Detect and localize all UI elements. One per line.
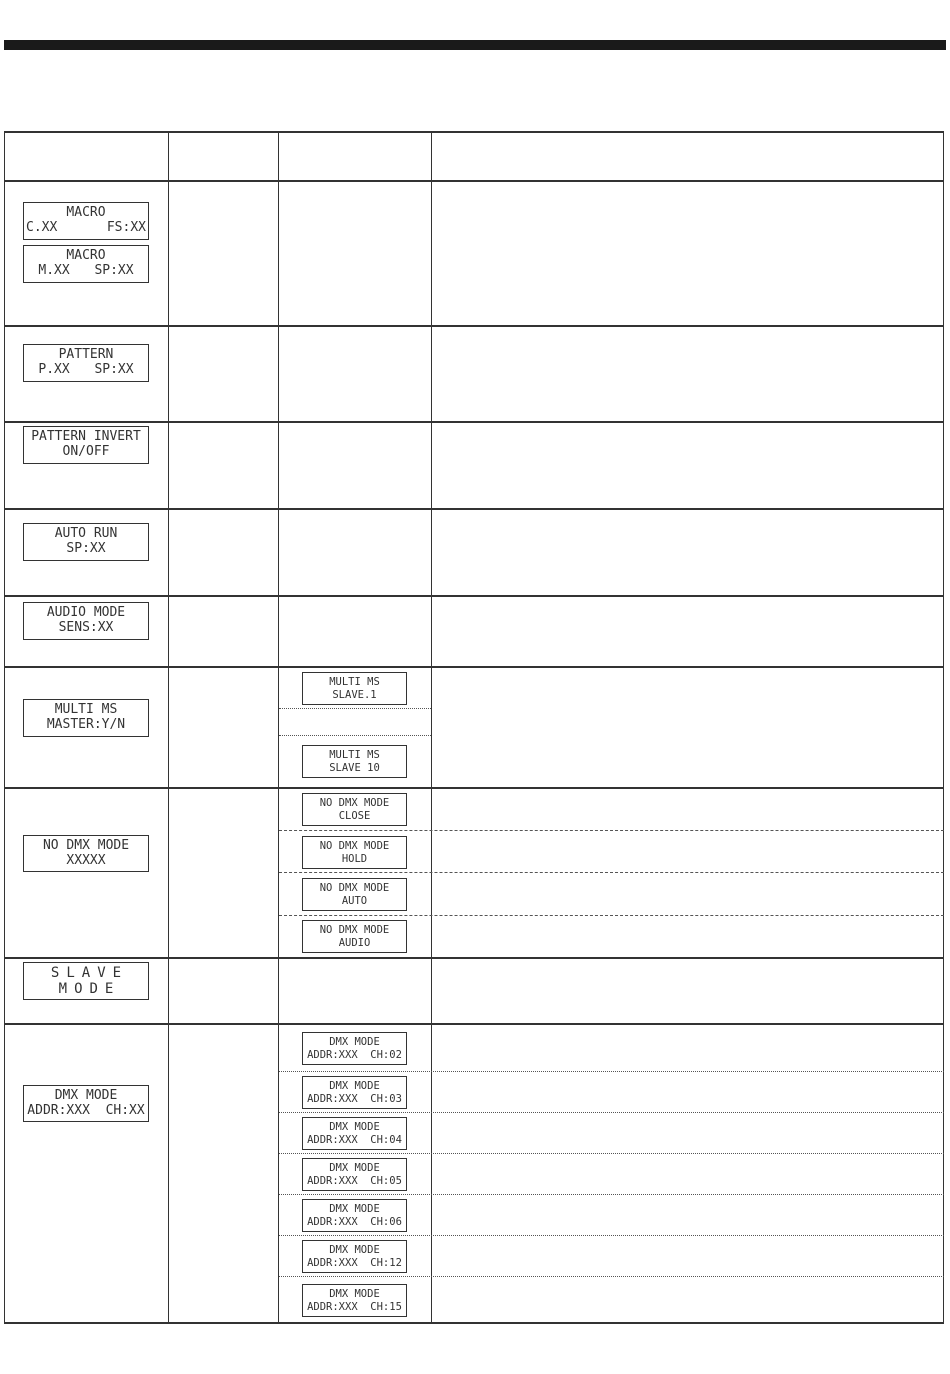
lcd-line-2: ADDR:XXX CH:04 (307, 1133, 402, 1146)
lcd-line-1: MULTI MS (54, 702, 118, 718)
lcd-auto-run (23, 523, 149, 561)
column-divider (278, 132, 279, 1324)
header-bar (4, 40, 946, 50)
lcd-line-1: MULTI MS (329, 749, 380, 762)
lcd-dmx-mode (23, 1085, 149, 1122)
lcd-line-1: NO DMX MODE (319, 797, 390, 810)
lcd-line-2: AUDIO (338, 936, 371, 949)
lcd-line-1: NO DMX MODE (42, 837, 130, 853)
lcd-line-2: AUTO (341, 894, 368, 907)
lcd-line-2: ADDR:XXX CH:03 (307, 1092, 402, 1105)
lcd-line-1: DMX MODE (329, 1288, 380, 1301)
lcd-value-right: FS:XX (106, 220, 146, 235)
lcd-multi-ms-slave-1 (302, 672, 407, 705)
lcd-line-2: SLAVE.1 (332, 688, 377, 701)
lcd-line-1: DMX MODE (329, 1203, 380, 1216)
lcd-audio-mode (23, 602, 149, 640)
sub-divider (279, 1235, 944, 1236)
lcd-multi-ms-slave-10 (302, 745, 407, 778)
row-border (4, 957, 944, 959)
lcd-line-2: MASTER:Y/N (46, 717, 126, 732)
lcd-no-dmx-audio (302, 920, 407, 953)
lcd-dmx-ch-03 (302, 1076, 407, 1109)
lcd-pattern (23, 344, 149, 382)
lcd-macro-1 (23, 202, 149, 240)
sub-divider (279, 1153, 944, 1154)
table-bottom-border (4, 1322, 944, 1324)
lcd-title: PATTERN (58, 347, 114, 363)
sub-divider (279, 1071, 944, 1072)
lcd-value-left: P.XX (38, 362, 70, 377)
lcd-no-dmx-mode (23, 835, 149, 872)
lcd-value-left: M.XX (38, 263, 70, 278)
lcd-values (24, 363, 148, 378)
sub-divider (279, 915, 944, 916)
lcd-dmx-ch-05 (302, 1158, 407, 1191)
lcd-line-2: SLAVE 10 (329, 761, 380, 774)
lcd-title: MACRO (66, 205, 106, 221)
lcd-line-1: DMX MODE (329, 1121, 380, 1134)
sub-divider (279, 708, 431, 709)
lcd-values (24, 264, 148, 279)
lcd-line-1: DMX MODE (329, 1162, 380, 1175)
lcd-dmx-ch-04 (302, 1117, 407, 1150)
lcd-line-2: CLOSE (338, 809, 371, 822)
lcd-line-1: DMX MODE (329, 1036, 380, 1049)
sub-divider (279, 830, 944, 831)
lcd-line-2: ADDR:XXX CH:02 (307, 1048, 402, 1061)
column-divider (168, 132, 169, 1324)
lcd-line-2: ADDR:XXX CH:06 (307, 1215, 402, 1228)
lcd-no-dmx-auto (302, 878, 407, 911)
lcd-no-dmx-hold (302, 836, 407, 869)
lcd-line-1: DMX MODE (329, 1244, 380, 1257)
lcd-macro-2 (23, 245, 149, 283)
lcd-line-1: NO DMX MODE (319, 924, 390, 937)
lcd-dmx-ch-02 (302, 1032, 407, 1065)
row-border (4, 421, 944, 423)
lcd-line-1: PATTERN INVERT (31, 429, 141, 445)
row-border (4, 595, 944, 597)
lcd-line-2: MODE (58, 981, 121, 997)
lcd-dmx-ch-06 (302, 1199, 407, 1232)
lcd-dmx-ch-12 (302, 1240, 407, 1273)
lcd-line-2: ADDR:XXX CH:12 (307, 1256, 402, 1269)
lcd-dmx-ch-15 (302, 1284, 407, 1317)
sub-divider (279, 1276, 944, 1277)
lcd-title: MACRO (66, 248, 106, 264)
row-border (4, 1023, 944, 1025)
lcd-value-left: C.XX (26, 220, 58, 235)
lcd-value-right: SP:XX (94, 362, 134, 377)
lcd-line-1: AUTO RUN (54, 526, 118, 542)
lcd-slave-mode (23, 962, 149, 1000)
sub-divider (279, 1194, 944, 1195)
lcd-line-2: SENS:XX (58, 620, 114, 635)
lcd-line-2: ADDR:XXX CH:XX (27, 1102, 145, 1118)
lcd-line-2: ADDR:XXX CH:05 (307, 1174, 402, 1187)
lcd-line-2: ADDR:XXX CH:15 (307, 1300, 402, 1313)
lcd-line-1: SLAVE (50, 964, 129, 981)
header-row-border (4, 180, 944, 182)
lcd-line-1: NO DMX MODE (319, 882, 390, 895)
sub-divider (279, 1112, 944, 1113)
lcd-value-right: SP:XX (94, 263, 134, 278)
lcd-line-1: AUDIO MODE (46, 605, 126, 621)
row-border (4, 508, 944, 510)
row-border (4, 787, 944, 789)
lcd-line-1: DMX MODE (329, 1080, 380, 1093)
lcd-pattern-invert (23, 426, 149, 464)
table-top-border (4, 131, 944, 133)
lcd-line-2: SP:XX (66, 541, 106, 556)
lcd-line-1: NO DMX MODE (319, 840, 390, 853)
sub-divider (279, 735, 431, 736)
lcd-line-2: ON/OFF (62, 444, 110, 459)
lcd-line-2: XXXXX (66, 852, 106, 868)
row-border (4, 325, 944, 327)
row-border (4, 666, 944, 668)
lcd-line-1: DMX MODE (54, 1087, 118, 1103)
sub-divider (279, 872, 944, 873)
column-divider (431, 132, 432, 1324)
lcd-multi-ms (23, 699, 149, 737)
lcd-no-dmx-close (302, 793, 407, 826)
lcd-values (24, 221, 148, 236)
lcd-line-1: MULTI MS (329, 676, 380, 689)
lcd-line-2: HOLD (341, 852, 368, 865)
